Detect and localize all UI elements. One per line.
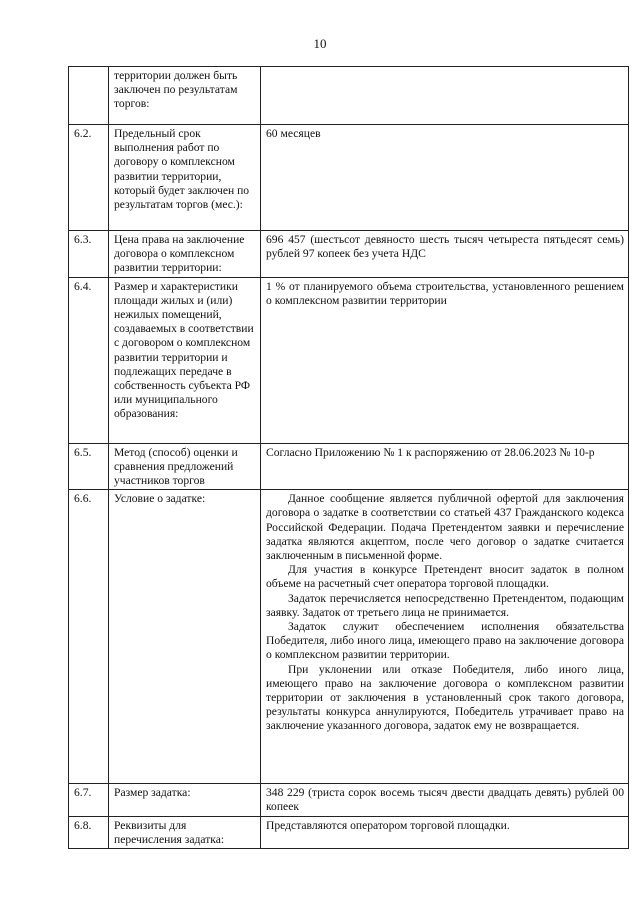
page-number: 10 (313, 36, 327, 51)
deposit-paragraph: Данное сообщение является публичной офертой для заключения договора о задатке в соответствии со статьей 437 Гражданского кодекса Российской Федерации. Подача Претендентом заявки и перечисление задатка являются акцептом, после чего договор о задатке считается заключенным в письменной форме. (266, 492, 624, 563)
row-value (261, 490, 629, 784)
row-number: 6.8. (69, 816, 109, 848)
row-label: Размер задатка: (109, 784, 261, 816)
row-value: 348 229 (триста сорок восемь тысяч двести двадцать девять) рублей 00 копеек (261, 784, 629, 816)
row-value: 60 месяцев (261, 125, 629, 231)
row-label: Условие о задатке: (109, 490, 261, 784)
table-row (69, 816, 629, 848)
row-number: 6.6. (69, 490, 109, 784)
tender-conditions-table (68, 66, 629, 849)
row-label: Реквизиты для перечисления задатка: (109, 816, 261, 848)
deposit-paragraph: При уклонении или отказе Победителя, либо иного лица, имеющего право на заключение договора о комплексном развитии территории от заключения в установленный срок такого договора, результаты конкурса аннулируются, Победитель утрачивает право на заключение указанного договора, задаток ему не возвращается. (266, 662, 624, 733)
table-row (69, 784, 629, 816)
row-label: территории должен быть заключен по результатам торгов: (109, 67, 261, 125)
deposit-paragraph: Задаток служит обеспечением исполнения обязательства Победителя, либо иного лица, имеющего право на заключение договора о комплексном развитии территории. (266, 620, 624, 662)
row-value (261, 67, 629, 125)
row-value: Представляются оператором торговой площадки. (261, 816, 629, 848)
table-row (69, 443, 629, 490)
row-number (69, 67, 109, 125)
table-row (69, 67, 629, 125)
row-number: 6.7. (69, 784, 109, 816)
row-number: 6.4. (69, 277, 109, 443)
table-row (69, 231, 629, 278)
row-value: Согласно Приложению № 1 к распоряжению от 28.06.2023 № 10-р (261, 443, 629, 490)
table-row (69, 277, 629, 443)
table-row (69, 490, 629, 784)
row-value: 696 457 (шестьсот девяносто шесть тысяч четыреста пятьдесят семь) рублей 97 копеек без учета НДС (261, 231, 629, 278)
deposit-paragraph: Для участия в конкурсе Претендент вносит задаток в полном объеме на расчетный счет оператора торговой площадки. (266, 563, 624, 591)
row-label: Метод (способ) оценки и сравнения предложений участников торгов (109, 443, 261, 490)
row-label: Размер и характеристики площади жилых и (или) нежилых помещений, создаваемых в соответствии с договором о комплексном развитии территории и подлежащих передаче в собственность субъекта РФ или муниципального образования: (109, 277, 261, 443)
row-number: 6.2. (69, 125, 109, 231)
row-label: Предельный срок выполнения работ по договору о комплексном развитии территории, который будет заключен по результатам торгов (мес.): (109, 125, 261, 231)
row-label: Цена права на заключение договора о комплексном развитии территории: (109, 231, 261, 278)
table-row (69, 125, 629, 231)
deposit-paragraph: Задаток перечисляется непосредственно Претендентом, подающим заявку. Задаток от третьего лица не принимается. (266, 591, 624, 619)
row-value: 1 % от планируемого объема строительства, установленного решением о комплексном развитии территории (261, 277, 629, 443)
row-number: 6.3. (69, 231, 109, 278)
row-number: 6.5. (69, 443, 109, 490)
